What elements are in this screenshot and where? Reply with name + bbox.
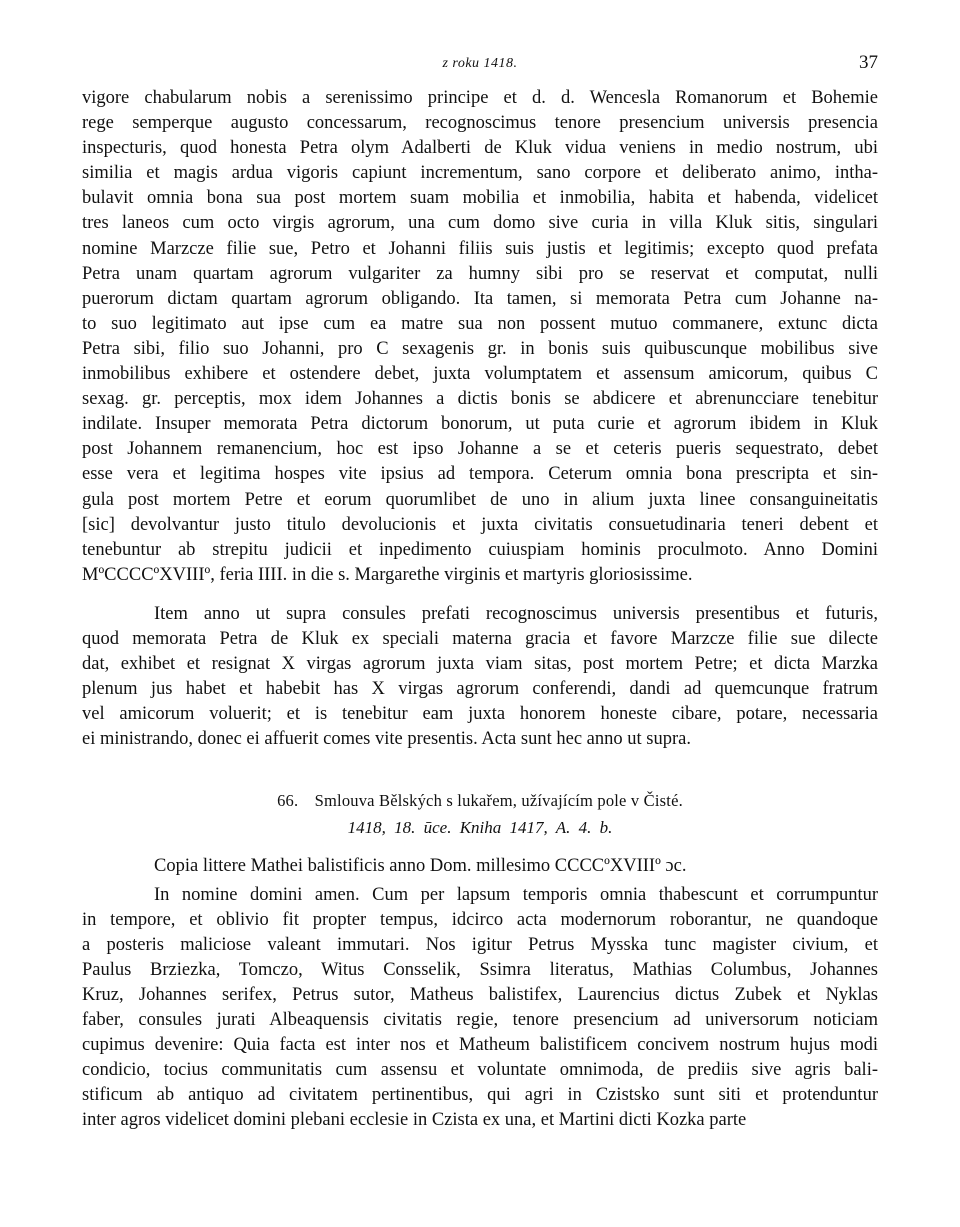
text-line: In nomine domini amen. Cum per lapsum temporis omnia thabescunt et corrumpuntur xyxy=(154,884,878,905)
text-line: in tempore, et oblivio fit propter tempus, idcirco acta modernorum roborantur, ne quandoque xyxy=(82,909,878,930)
text-line: MºCCCCºXVIIIº, feria IIII. in die s. Margarethe virginis et martyris gloriosissime. xyxy=(82,564,693,585)
text-line: dat, exhibet et resignat X virgas agrorum juxta viam sitas, post mortem Petre; et dicta Marzka xyxy=(82,654,878,675)
document-number: 66. xyxy=(277,791,299,811)
text-line: Petra unam quartam agrorum vulgariter za humny sibi pro se reservat et computat, nulli xyxy=(82,263,878,284)
text-line: stificum ab antiquo ad civitatem pertinentibus, qui agri in Czistsko sunt siti et protenduntur xyxy=(82,1085,878,1106)
running-head: z roku 1418. xyxy=(442,56,518,71)
text-line: plenum jus habet et habebit has X virgas agrorum conferendi, dandi ad quemcunque fratrum xyxy=(82,679,878,700)
text-line: similia et magis ardua vigoris capiunt incrementum, sano corpore et deliberato animo, intha- xyxy=(82,163,878,184)
text-line: Kruz, Johannes serifex, Petrus sutor, Matheus balistifex, Laurencius dictus Zubek et Nyklas xyxy=(82,984,878,1005)
text-line: Paulus Brziezka, Tomczo, Witus Consselik, Ssimra literatus, Mathias Columbus, Johannes xyxy=(82,959,878,980)
text-line: Petra sibi, filio suo Johanni, pro C sexagenis gr. in bonis suis quibuscunque mobilibus sive xyxy=(82,338,878,359)
text-line: faber, consules jurati Albeaquensis civitatis regie, tenore presencium ad universorum noticiam xyxy=(82,1010,878,1030)
document-page xyxy=(82,52,878,1133)
text-line: to suo legitimato aut ipse cum ea matre sua non possent mutuo commanere, extunc dicta xyxy=(82,313,878,334)
text-line: inter agros videlicet domini plebani ecclesie in Czista ex una, et Martini dicti Kozka parte xyxy=(82,1110,747,1131)
text-line: [sic] devolvantur justo titulo devolucionis et juxta civitatis consuetudinaria teneri debent et xyxy=(82,514,878,535)
text-line: vel amicorum voluerit; et is tenebitur eam juxta honorem honeste cibare, potare, necessaria xyxy=(82,704,878,725)
text-line: nomine Marzcze filie sue, Petro et Johanni filiis suis justis et legitimis; excepto quod prefata xyxy=(82,238,878,259)
text-line: a posteris maliciose valeant immutari. Nos igitur Petrus Mysska tunc magister civium, et xyxy=(82,934,878,955)
document-title: Smlouva Bělských s lukařem, užívajícím pole v Čisté. xyxy=(314,791,683,811)
document-title-line xyxy=(82,790,878,812)
text-line: condicio, tocius communitatis cum assensu et voluntate omnimoda, de prediis sive agris bali- xyxy=(82,1060,878,1081)
text-line: vigore chabularum nobis a serenissimo principe et d. d. Wencesla Romanorum et Bohemie xyxy=(82,88,878,108)
text-line: quod memorata Petra de Kluk ex speciali materna gracia et favore Marzcze filie sue dilecte xyxy=(82,628,878,649)
text-line: ei ministrando, donec ei affuerit comes vite presentis. Acta sunt hec anno ut supra. xyxy=(82,729,691,750)
text-line: gula post mortem Petre et eorum quorumlibet de uno in alium juxta linee consanguineitatis xyxy=(82,489,878,510)
text-line: indilate. Insuper memorata Petra dictorum bonorum, ut puta curie et agrorum ibidem in Kluk xyxy=(82,414,878,435)
text-line: post Johannem remanencium, hoc est ipso Johanne a se et ceteris pueris sequestrato, debet xyxy=(82,439,878,460)
paragraph-1 xyxy=(82,86,878,588)
text-line: inmobilibus exhibere et ostendere debet, juxta volumptatem et assensum amicorum, quibus C xyxy=(82,364,878,385)
paragraph-2 xyxy=(82,602,878,753)
document-date-line: 1418, 18. ūce. Kniha 1417, A. 4. b. xyxy=(347,818,613,838)
text-line: Item anno ut supra consules prefati recognoscimus universis presentibus et futuris, xyxy=(154,603,878,624)
text-line: tres laneos cum octo virgis agrorum, una cum domo sive curia in villa Kluk sitis, singulari xyxy=(82,213,878,234)
text-line: inspecturis, quod honesta Petra olym Adalberti de Kluk vidua veniens in medio nostrum, ubi xyxy=(82,138,878,159)
text-line: sexag. gr. perceptis, mox idem Johannes a dictis bonis se abdicere et abrenuncciare tenebitur xyxy=(82,389,878,410)
text-line: puerorum dictam quartam agrorum obligando. Ita tamen, si memorata Petra cum Johanne na- xyxy=(82,288,878,309)
text-line: tenebuntur ab strepitu judicii et inpedimento cuiuspiam hominis proculmoto. Anno Domini xyxy=(82,539,878,560)
page-number: 37 xyxy=(859,52,878,73)
copia-line: Copia littere Mathei balistificis anno Dom. millesimo CCCCºXVIIIº ɔc. xyxy=(154,856,687,877)
text-line: cupimus devenire: Quia facta est inter nos et Matheum balistificem concivem nostrum hujus modi xyxy=(82,1035,878,1056)
text-line: bulavit omnia bona sua post mortem suam mobilia et inmobilia, habita et habenda, videlicet xyxy=(82,188,878,209)
text-line: esse vera et legitima hospes vite ipsius ad tempora. Ceterum omnia bona prescripta et sin- xyxy=(82,464,878,485)
page-header xyxy=(82,52,878,86)
document-heading xyxy=(82,790,878,840)
text-line: rege semperque augusto concessarum, recognoscimus tenore presencium universis presencia xyxy=(82,113,878,134)
paragraph-3 xyxy=(82,883,878,1134)
